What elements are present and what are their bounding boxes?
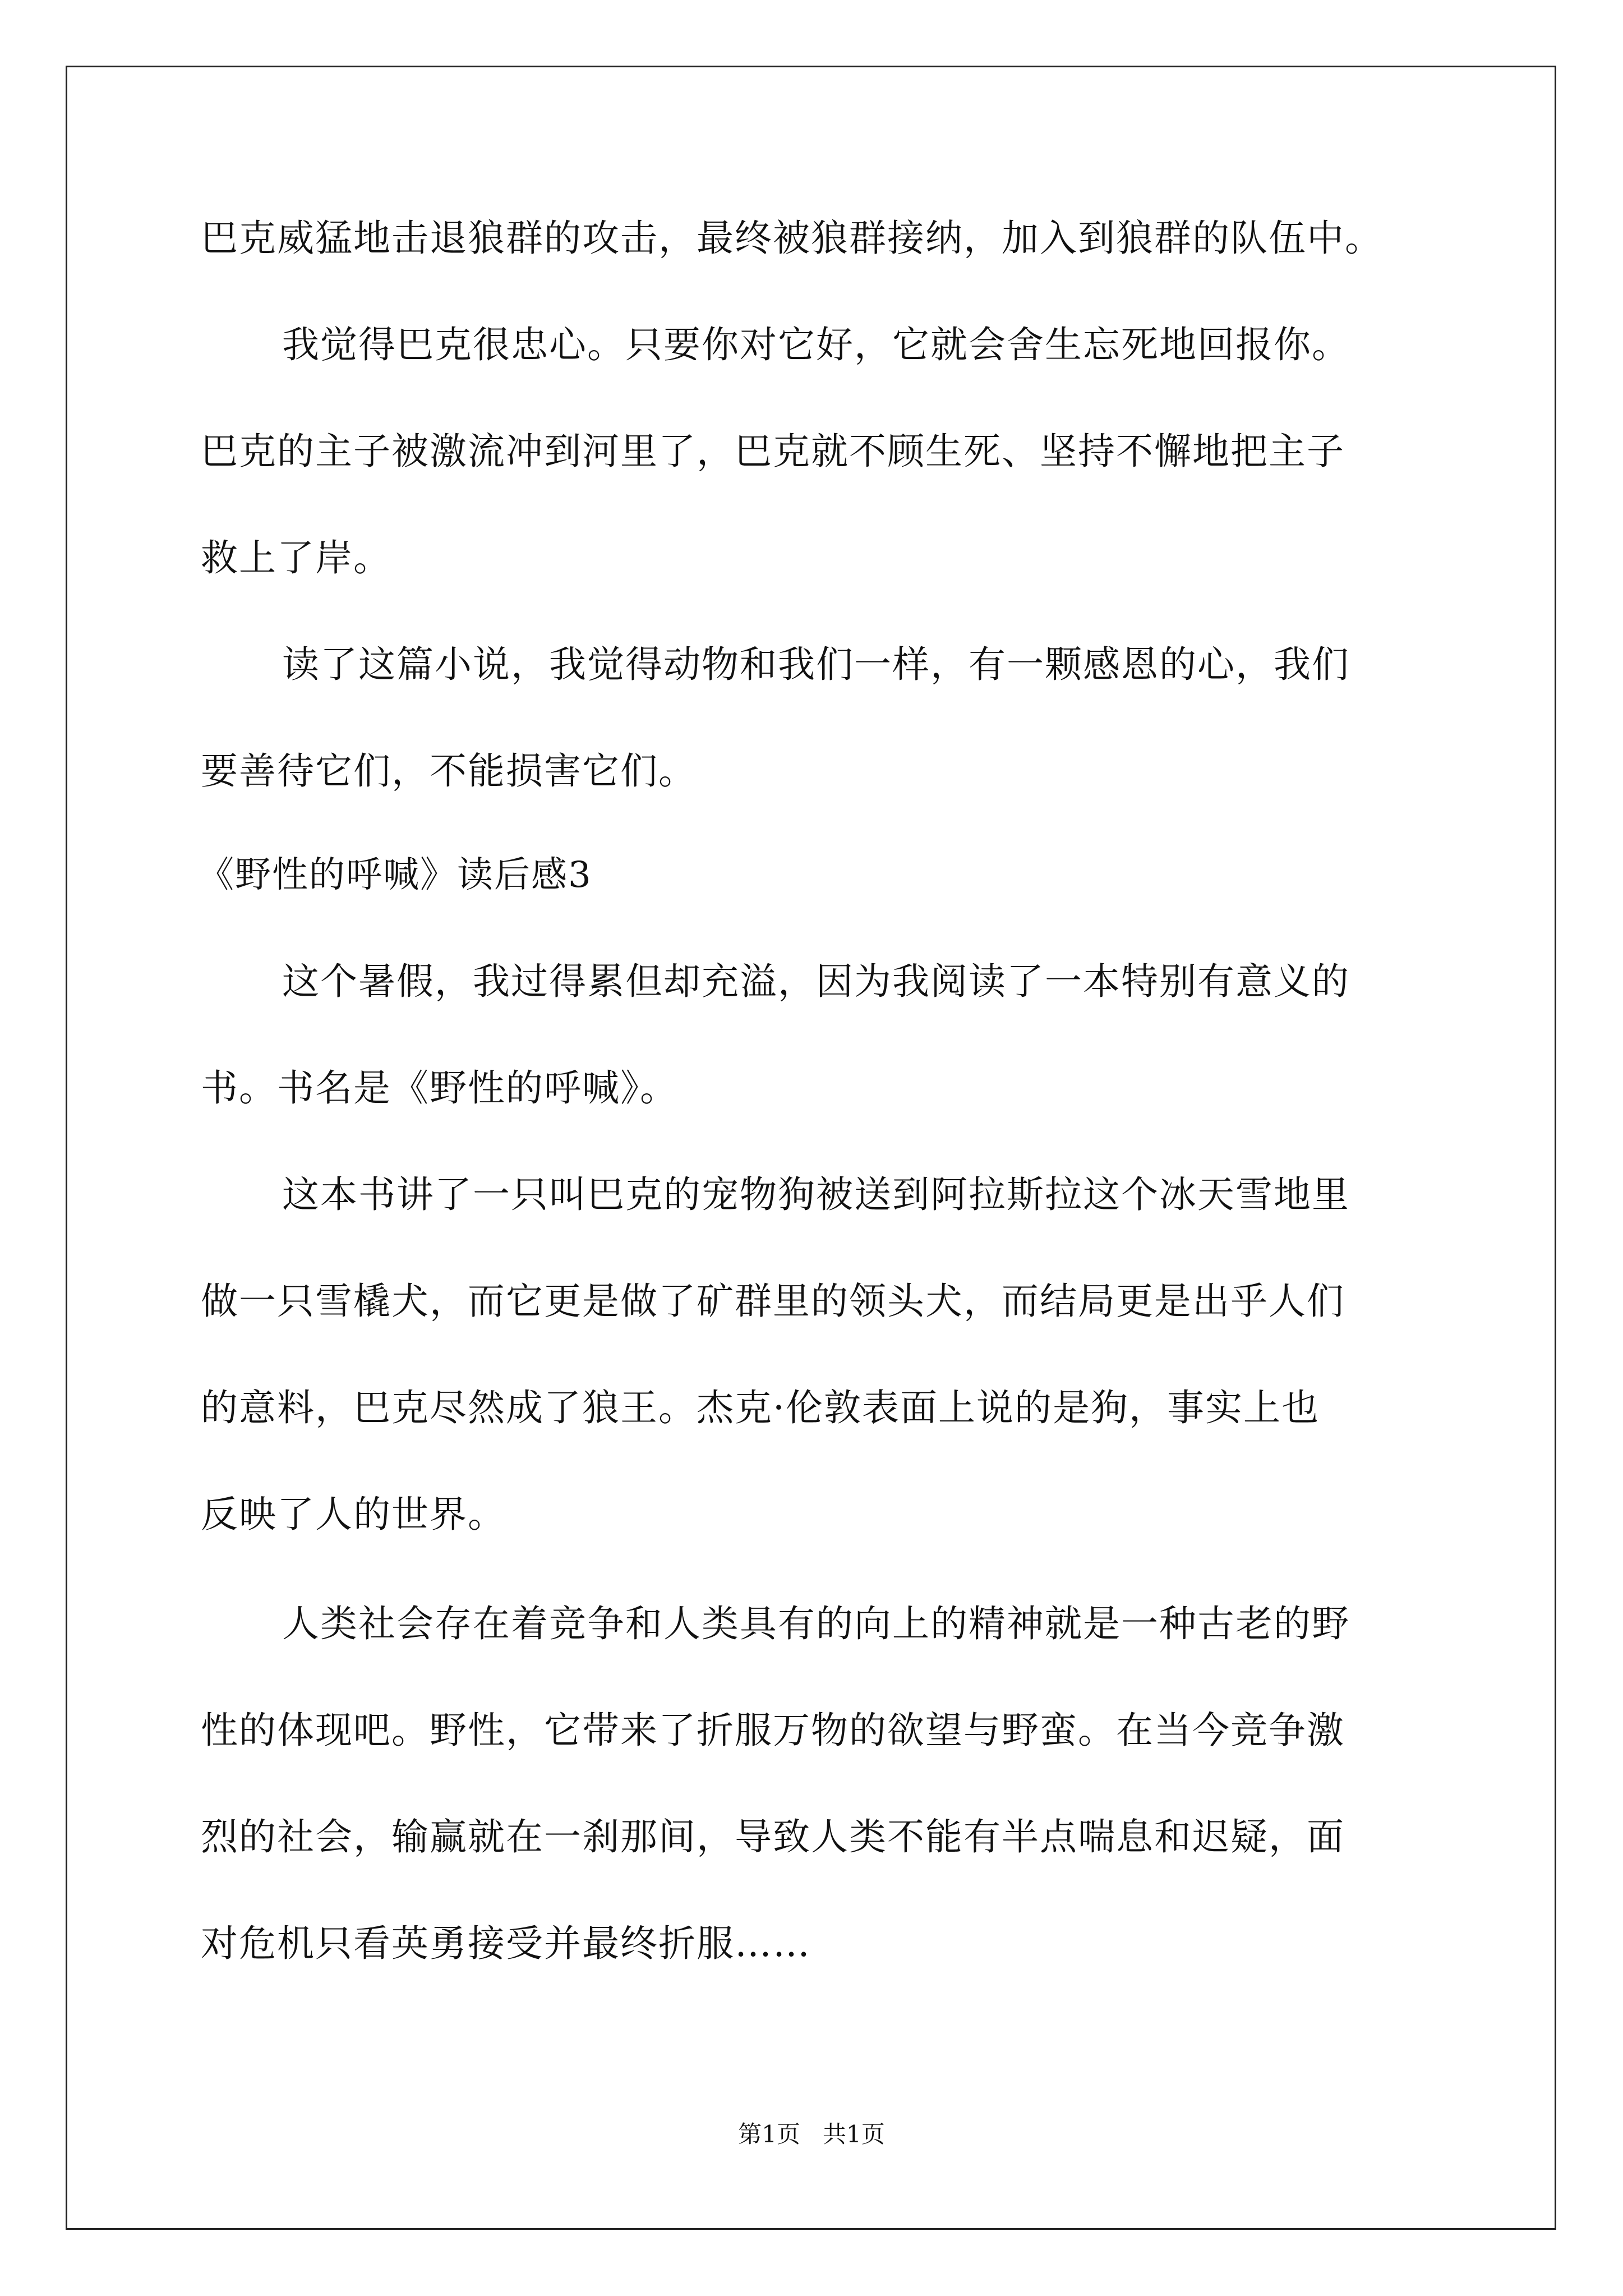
paragraph-start: 这个暑假，我过得累但却充溢，因为我阅读了一本特别有意义的	[282, 960, 1350, 1003]
paragraph-start: 人类社会存在着竞争和人类具有的向上的精神就是一种古老的野	[282, 1602, 1350, 1645]
text-line: 烈的社会，输赢就在一刹那间，导致人类不能有半点喘息和迟疑，面	[201, 1815, 1345, 1858]
text-line: 做一只雪橇犬，而它更是做了矿群里的领头犬，而结局更是出乎人们	[201, 1280, 1345, 1323]
paragraph-start: 这本书讲了一只叫巴克的宠物狗被送到阿拉斯拉这个冰天雪地里	[282, 1173, 1350, 1216]
text-line: 反映了人的世界。	[201, 1493, 506, 1536]
text-line: 的意料，巴克尽然成了狼王。杰克·伦敦表面上说的是狗，事实上也	[201, 1386, 1320, 1429]
page-border	[66, 66, 1556, 2230]
text-line: 巴克的主子被激流冲到河里了，巴克就不顾生死、坚持不懈地把主子	[201, 430, 1345, 473]
paragraph-start: 读了这篇小说，我觉得动物和我们一样，有一颗感恩的心，我们	[282, 643, 1350, 686]
paragraph-start: 我觉得巴克很忠心。只要你对它好，它就会舍生忘死地回报你。	[282, 323, 1350, 366]
text-line: 书。书名是《野性的呼喊》。	[201, 1066, 678, 1110]
text-line: 要善待它们，不能损害它们。	[201, 749, 697, 793]
text-line: 对危机只看英勇接受并最终折服……	[201, 1922, 811, 1965]
section-heading: 《野性的呼喊》读后感3	[198, 854, 592, 896]
text-line: 性的体现吧。野性，它带来了折服万物的欲望与野蛮。在当今竞争激	[201, 1709, 1345, 1752]
page-footer: 第1页 共1页	[738, 2120, 885, 2148]
text-line: 救上了岸。	[201, 536, 391, 579]
text-line: 巴克威猛地击退狼群的攻击，最终被狼群接纳，加入到狼群的队伍中。	[201, 217, 1383, 260]
